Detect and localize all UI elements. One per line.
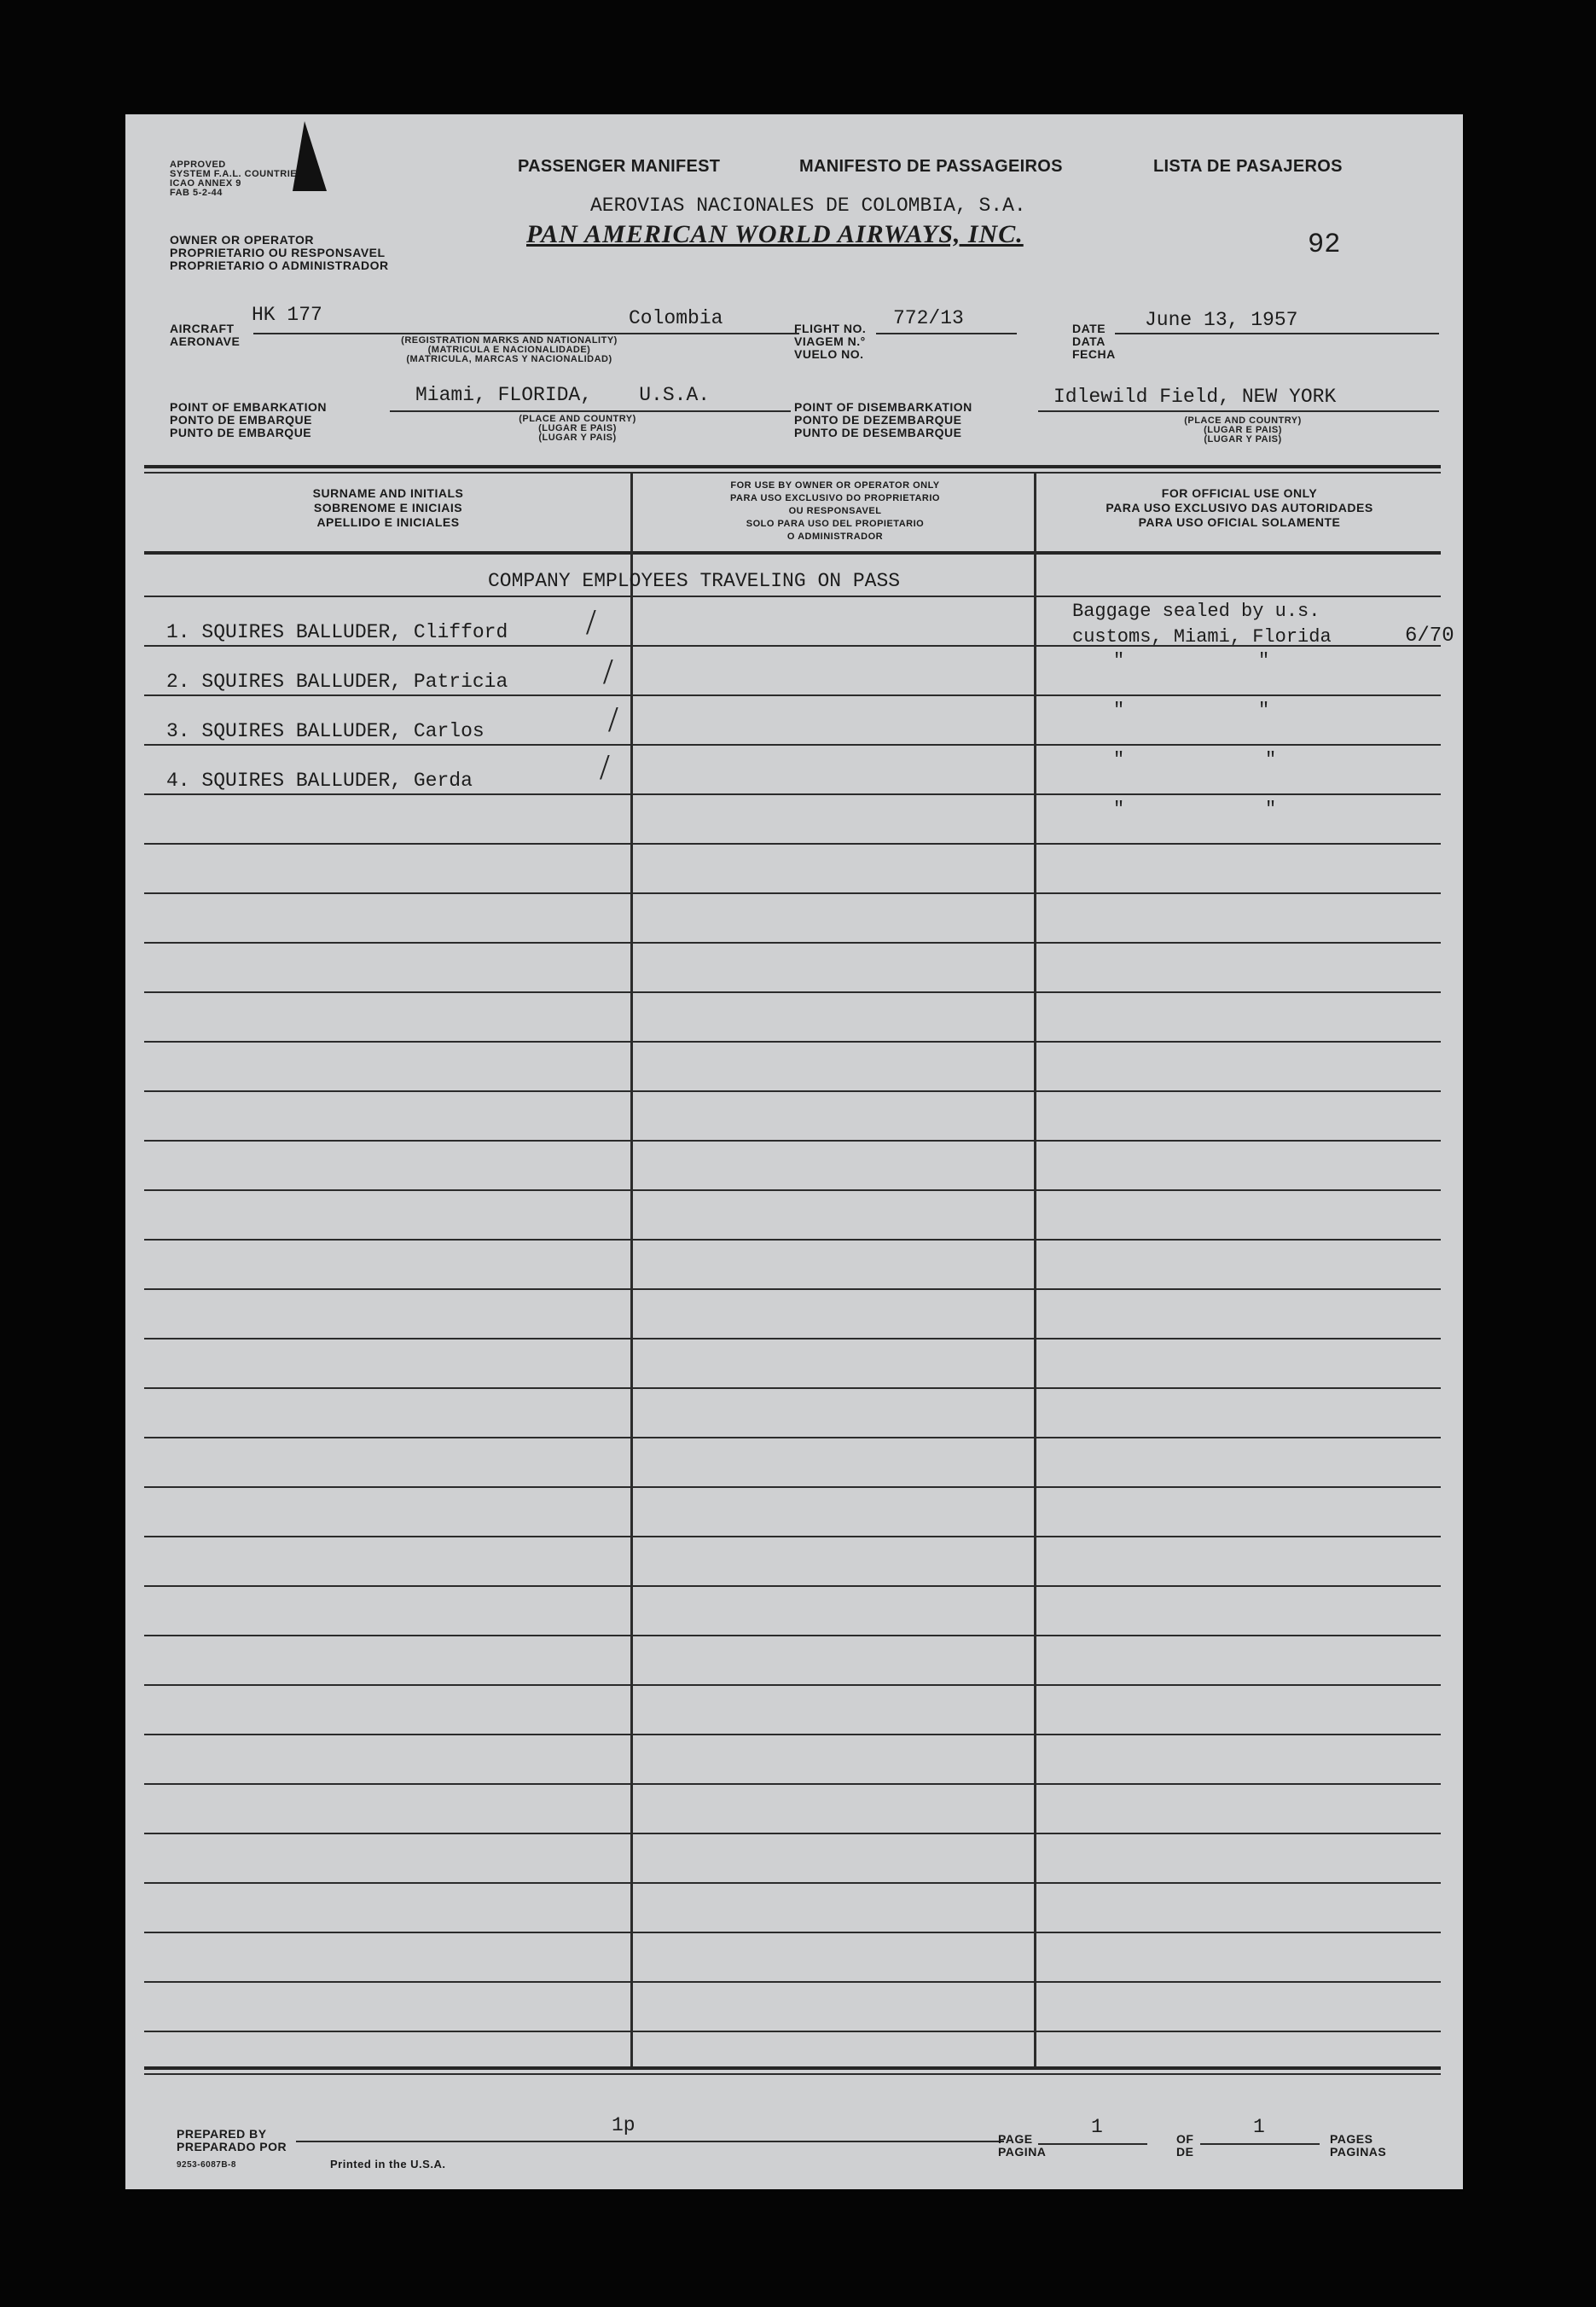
embarkation-label: PUNTO DE EMBARQUE — [170, 426, 312, 439]
ditto-mark: " — [1113, 700, 1125, 721]
date-labels — [1072, 323, 1116, 361]
prepared-value: 1p — [612, 2114, 635, 2136]
prepared-underline — [296, 2141, 1004, 2142]
passenger-number: 2. — [166, 671, 190, 693]
of-label: OF — [1176, 2132, 1194, 2146]
date-label: DATE — [1072, 322, 1106, 335]
stamp-line: APPROVED — [170, 160, 226, 170]
operator-label: PROPRIETARIO OU RESPONSAVEL — [170, 246, 386, 259]
stamp-line: ICAO ANNEX 9 — [170, 178, 241, 189]
table-rule — [144, 1189, 1441, 1191]
table-rule — [144, 744, 1441, 746]
column-header-line: O ADMINISTRADOR — [786, 532, 884, 542]
embarkation-value: Miami, FLORIDA, U.S.A. — [415, 384, 711, 406]
torn-corner-mark — [293, 121, 327, 191]
ditto-mark: " — [1258, 700, 1270, 721]
table-rule — [144, 1932, 1441, 1933]
ditto-mark: " — [1113, 799, 1125, 820]
total-pages-value: 1 — [1253, 2116, 1265, 2138]
pages-label: PAGES — [1330, 2132, 1373, 2146]
table-rule — [144, 1635, 1441, 1636]
table-rule — [144, 1486, 1441, 1488]
passenger-row — [166, 770, 473, 792]
operator-label: PROPRIETARIO O ADMINISTRADOR — [170, 259, 389, 272]
passenger-number: 1. — [166, 621, 190, 643]
flight-labels — [794, 323, 866, 361]
table-rule — [144, 1536, 1441, 1537]
table-top-rule-2 — [144, 472, 1441, 474]
embarkation-notes — [484, 415, 671, 443]
page-labels — [998, 2133, 1046, 2159]
page-label: PAGE — [998, 2132, 1033, 2146]
check-mark-icon: / — [608, 700, 618, 740]
page-underline — [1038, 2143, 1147, 2145]
title-en: PASSENGER MANIFEST — [518, 157, 721, 176]
aircraft-notes — [356, 336, 663, 364]
aircraft-nationality: Colombia — [629, 307, 723, 329]
date-underline — [1115, 333, 1439, 334]
pages-label: PAGINAS — [1330, 2145, 1387, 2159]
embarkation-label: PONTO DE EMBARQUE — [170, 413, 312, 427]
prepared-label: PREPARADO POR — [177, 2140, 287, 2153]
check-mark-icon: / — [586, 603, 596, 642]
column-header-line: PARA USO EXCLUSIVO DO PROPRIETARIO — [730, 493, 940, 503]
header-bottom-rule — [144, 551, 1441, 555]
flight-number: 772/13 — [893, 307, 964, 329]
aircraft-registration: HK 177 — [252, 304, 322, 326]
operator-name-2: PAN AMERICAN WORLD AIRWAYS, INC. — [526, 220, 1024, 248]
embarkation-note: (PLACE AND COUNTRY) — [519, 414, 636, 424]
table-rule — [144, 1041, 1441, 1043]
column-header-line: FOR OFFICIAL USE ONLY — [1161, 486, 1318, 500]
disembarkation-notes — [1149, 416, 1337, 445]
page-label: PAGINA — [998, 2145, 1047, 2159]
of-labels — [1176, 2133, 1193, 2159]
operator-labels — [170, 234, 389, 272]
pages-labels — [1330, 2133, 1386, 2159]
aircraft-label: AERONAVE — [170, 334, 241, 348]
passenger-row — [166, 671, 508, 693]
page-value: 1 — [1091, 2116, 1103, 2138]
column-header-line: APELLIDO E INICIALES — [316, 515, 460, 529]
passenger-name: SQUIRES BALLUDER, Carlos — [201, 720, 485, 742]
column-header-official — [1036, 486, 1442, 530]
table-rule — [144, 1734, 1441, 1735]
ditto-mark: " — [1113, 749, 1125, 770]
table-rule — [144, 1239, 1441, 1241]
ditto-mark: " — [1258, 650, 1270, 671]
title-pt: MANIFESTO DE PASSAGEIROS — [799, 157, 1063, 176]
title-es: LISTA DE PASAJEROS — [1153, 157, 1343, 176]
printed-note: Printed in the U.S.A. — [330, 2158, 446, 2170]
table-rule — [144, 1833, 1441, 1834]
official-note-line1: Baggage sealed by u.s. — [1072, 601, 1320, 622]
table-rule — [144, 1585, 1441, 1587]
column-header-line: PARA USO OFICIAL SOLAMENTE — [1138, 515, 1341, 529]
stamp-line: SYSTEM F.A.L. COUNTRIES — [170, 169, 304, 179]
table-rule — [144, 1684, 1441, 1686]
prepared-labels — [177, 2128, 287, 2153]
table-rule — [144, 793, 1441, 795]
table-rule — [144, 2031, 1441, 2032]
passenger-number: 3. — [166, 720, 190, 742]
aircraft-label: AIRCRAFT — [170, 322, 235, 335]
passenger-row — [166, 720, 485, 742]
passenger-name: SQUIRES BALLUDER, Clifford — [201, 621, 508, 643]
aircraft-note: (REGISTRATION MARKS AND NATIONALITY) — [401, 335, 618, 346]
table-rule — [144, 1437, 1441, 1438]
table-top-rule — [144, 465, 1441, 468]
flight-label: FLIGHT NO. — [794, 322, 867, 335]
column-header-names — [144, 486, 632, 530]
aircraft-note: (MATRICULA E NACIONALIDADE) — [427, 345, 591, 355]
column-header-line: SOBRENOME E INICIAIS — [313, 501, 463, 514]
prepared-label: PREPARED BY — [177, 2127, 267, 2141]
table-rule — [144, 991, 1441, 993]
table-bottom-rule — [144, 2066, 1441, 2070]
official-note-ref: 6/70 — [1405, 625, 1454, 648]
table-bottom-rule-2 — [144, 2073, 1441, 2075]
table-rule — [144, 942, 1441, 944]
column-header-line: FOR USE BY OWNER OR OPERATOR ONLY — [730, 480, 940, 491]
aircraft-note: (MATRICULA, MARCAS Y NACIONALIDAD) — [406, 354, 612, 364]
column-header-operator — [635, 479, 1035, 543]
disembarkation-labels — [794, 401, 972, 439]
embarkation-label: POINT OF EMBARKATION — [170, 400, 327, 414]
of-label: DE — [1176, 2145, 1194, 2159]
column-header-line: SURNAME AND INITIALS — [312, 486, 464, 500]
column-header-line: OU RESPONSAVEL — [788, 506, 882, 516]
disembarkation-note: (LUGAR E PAIS) — [1204, 425, 1282, 435]
section-title: COMPANY EMPLOYEES TRAVELING ON PASS — [488, 570, 901, 592]
disembarkation-note: (LUGAR Y PAIS) — [1204, 434, 1282, 445]
table-rule — [144, 1882, 1441, 1884]
table-rule — [144, 1288, 1441, 1290]
page-serial: 92 — [1308, 229, 1341, 260]
disembarkation-note: (PLACE AND COUNTRY) — [1184, 415, 1302, 426]
date-label: DATA — [1072, 334, 1106, 348]
table-rule — [144, 1338, 1441, 1339]
column-header-line: SOLO PARA USO DEL PROPIETARIO — [746, 519, 925, 529]
ditto-mark: " — [1265, 799, 1277, 820]
total-underline — [1200, 2143, 1320, 2145]
table-rule — [144, 1090, 1441, 1092]
passenger-name: SQUIRES BALLUDER, Patricia — [201, 671, 508, 693]
aircraft-labels — [170, 323, 240, 348]
embarkation-labels — [170, 401, 327, 439]
table-rule — [144, 596, 1441, 597]
disembarkation-label: PUNTO DE DESEMBARQUE — [794, 426, 962, 439]
table-rule — [144, 1387, 1441, 1389]
disembarkation-label: PONTO DE DEZEMBARQUE — [794, 413, 962, 427]
flight-underline — [876, 333, 1017, 334]
disembarkation-value: Idlewild Field, NEW YORK — [1053, 386, 1337, 408]
table-rule — [144, 694, 1441, 696]
embarkation-note: (LUGAR E PAIS) — [538, 423, 617, 433]
approval-stamp — [170, 160, 304, 198]
column-header-line: PARA USO EXCLUSIVO DAS AUTORIDADES — [1106, 501, 1373, 514]
date-label: FECHA — [1072, 347, 1116, 361]
aircraft-underline — [253, 333, 799, 334]
date-value: June 13, 1957 — [1145, 309, 1298, 331]
official-note-line2: customs, Miami, Florida — [1072, 626, 1332, 648]
operator-label: OWNER OR OPERATOR — [170, 233, 314, 247]
manifest-sheet — [125, 114, 1463, 2189]
ditto-mark: " — [1113, 650, 1125, 671]
stamp-line: FAB 5-2-44 — [170, 188, 223, 198]
operator-name-1: AEROVIAS NACIONALES DE COLOMBIA, S.A. — [590, 195, 1026, 217]
disembarkation-label: POINT OF DISEMBARKATION — [794, 400, 972, 414]
table-rule — [144, 1783, 1441, 1785]
table-rule — [144, 1140, 1441, 1142]
passenger-number: 4. — [166, 770, 190, 792]
embarkation-underline — [390, 410, 791, 412]
form-number: 9253-6087B-8 — [177, 2160, 236, 2170]
table-rule — [144, 1981, 1441, 1983]
passenger-row — [166, 621, 508, 643]
table-rule — [144, 892, 1441, 894]
column-divider-2 — [1034, 473, 1036, 2068]
table-rule — [144, 843, 1441, 845]
column-divider-1 — [630, 473, 633, 2068]
check-mark-icon: / — [600, 748, 610, 787]
embarkation-note: (LUGAR Y PAIS) — [538, 433, 617, 443]
passenger-name: SQUIRES BALLUDER, Gerda — [201, 770, 473, 792]
ditto-mark: " — [1265, 749, 1277, 770]
check-mark-icon: / — [603, 653, 613, 692]
flight-label: VIAGEM N.° — [794, 334, 866, 348]
flight-label: VUELO NO. — [794, 347, 864, 361]
disembarkation-underline — [1038, 410, 1439, 412]
